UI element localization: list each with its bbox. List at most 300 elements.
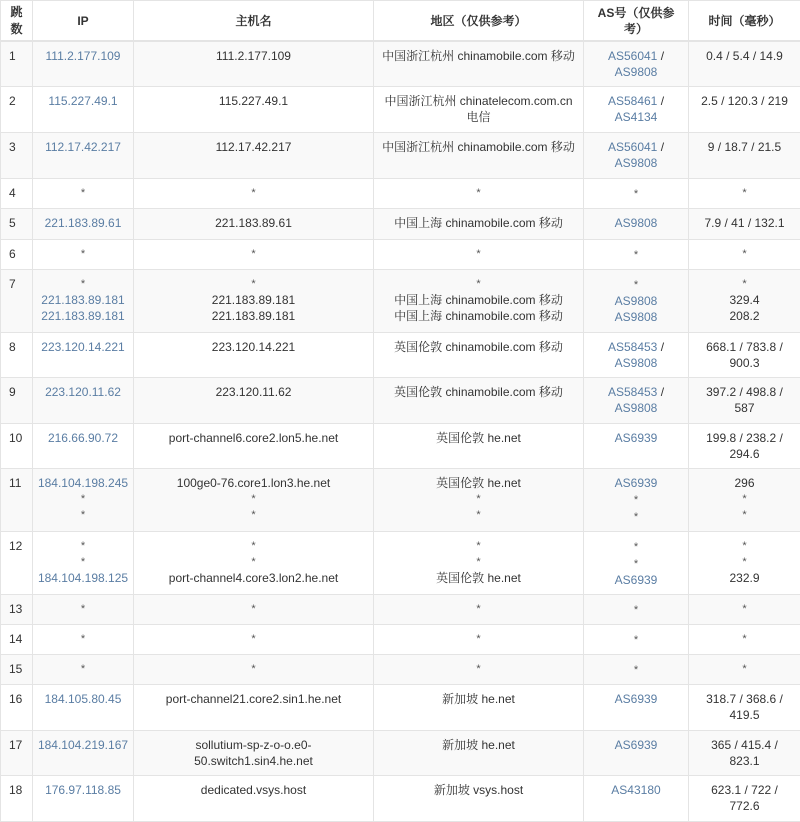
timeout-marker: *	[374, 661, 583, 677]
hostname-cell	[134, 179, 374, 209]
timeout-marker: *	[33, 246, 133, 262]
ip-link[interactable]: 176.97.118.85	[33, 782, 133, 798]
ip-link[interactable]: 184.104.198.245	[33, 475, 133, 491]
hop-number: 8	[9, 340, 16, 354]
ip-link[interactable]: 223.120.14.221	[33, 339, 133, 355]
as-line	[584, 276, 688, 293]
hop-cell	[1, 625, 33, 655]
timeout-marker: *	[33, 631, 133, 647]
hop-cell	[1, 333, 33, 378]
ip-link[interactable]: 221.183.89.181	[33, 292, 133, 308]
region-text: 中国上海 chinamobile.com 移动	[374, 215, 583, 231]
timeout-marker: *	[33, 507, 133, 523]
latency-text: 2.5 / 120.3 / 219	[689, 93, 800, 109]
time-cell	[689, 270, 800, 333]
ip-link[interactable]: 184.105.80.45	[33, 691, 133, 707]
as-line	[584, 339, 688, 355]
hostname-cell	[134, 87, 374, 133]
timeout-marker: *	[689, 601, 800, 617]
latency-text: 208.2	[689, 308, 800, 324]
hostname-cell	[134, 655, 374, 685]
timeout-marker: *	[374, 554, 583, 570]
time-cell	[689, 595, 800, 625]
timeout-marker: *	[634, 541, 638, 553]
latency-text: 668.1 / 783.8 /	[689, 339, 800, 355]
as-cell	[584, 595, 689, 625]
as-link[interactable]: AS56041	[608, 49, 657, 63]
timeout-marker: *	[134, 554, 373, 570]
as-separator: /	[657, 140, 664, 154]
hostname-cell	[134, 685, 374, 731]
region-cell	[374, 595, 584, 625]
hostname-text: 115.227.49.1	[134, 93, 373, 109]
region-cell	[374, 270, 584, 333]
region-text: 英国伦敦 he.net	[374, 430, 583, 446]
timeout-marker: *	[134, 491, 373, 507]
as-link[interactable]: AS9808	[615, 65, 658, 79]
hostname-text: 100ge0-76.core1.lon3.he.net	[134, 475, 373, 491]
ip-cell	[33, 270, 134, 333]
hostname-cell	[134, 731, 374, 776]
region-text: 新加坡 vsys.host	[374, 782, 583, 798]
timeout-marker: *	[689, 631, 800, 647]
timeout-marker: *	[634, 664, 638, 676]
timeout-marker: *	[634, 494, 638, 506]
table-row	[1, 209, 800, 240]
as-line	[584, 400, 688, 416]
timeout-marker: *	[689, 246, 800, 262]
time-cell	[689, 41, 800, 87]
latency-text: 329.4	[689, 292, 800, 308]
hostname-cell	[134, 209, 374, 240]
time-cell	[689, 731, 800, 776]
ip-link[interactable]: 184.104.219.167	[33, 737, 133, 753]
timeout-marker: *	[134, 538, 373, 554]
timeout-marker: *	[33, 661, 133, 677]
hostname-text: 112.17.42.217	[134, 139, 373, 155]
as-line	[584, 555, 688, 572]
latency-text: 318.7 / 368.6 /	[689, 691, 800, 707]
time-cell	[689, 532, 800, 595]
table-row	[1, 179, 800, 209]
timeout-marker: *	[134, 661, 373, 677]
time-cell	[689, 685, 800, 731]
latency-text: 397.2 / 498.8 /	[689, 384, 800, 400]
timeout-marker: *	[374, 507, 583, 523]
as-separator: /	[657, 385, 664, 399]
as-link[interactable]: AS56041	[608, 140, 657, 154]
timeout-marker: *	[689, 185, 800, 201]
hop-number: 10	[9, 431, 22, 445]
timeout-marker: *	[634, 604, 638, 616]
as-cell	[584, 41, 689, 87]
as-line	[584, 355, 688, 371]
region-text: 新加坡 he.net	[374, 737, 583, 753]
as-line	[584, 508, 688, 525]
time-cell	[689, 378, 800, 424]
hop-cell	[1, 270, 33, 333]
table-row	[1, 532, 800, 595]
as-cell	[584, 776, 689, 822]
as-line	[584, 48, 688, 64]
latency-text: 900.3	[689, 355, 800, 371]
region-text: 中国上海 chinamobile.com 移动	[374, 292, 583, 308]
as-cell	[584, 469, 689, 532]
as-line	[584, 538, 688, 555]
timeout-marker: *	[374, 538, 583, 554]
ip-cell	[33, 776, 134, 822]
latency-text: 365 / 415.4 /	[689, 737, 800, 753]
time-cell	[689, 655, 800, 685]
latency-text: 823.1	[689, 753, 800, 769]
hostname-cell	[134, 240, 374, 270]
time-cell	[689, 133, 800, 179]
timeout-marker: *	[689, 661, 800, 677]
table-row	[1, 776, 800, 822]
as-line	[584, 572, 688, 588]
time-cell	[689, 87, 800, 133]
hostname-cell	[134, 532, 374, 595]
hop-cell	[1, 731, 33, 776]
hostname-cell	[134, 41, 374, 87]
time-cell	[689, 240, 800, 270]
table-row	[1, 731, 800, 776]
hop-cell	[1, 209, 33, 240]
hostname-text: 50.switch1.sin4.he.net	[134, 753, 373, 769]
hop-number: 4	[9, 186, 16, 200]
timeout-marker: *	[689, 538, 800, 554]
hop-number: 3	[9, 140, 16, 154]
latency-text: 587	[689, 400, 800, 416]
region-cell	[374, 685, 584, 731]
ip-link[interactable]: 115.227.49.1	[33, 93, 133, 109]
hostname-text: dedicated.vsys.host	[134, 782, 373, 798]
as-link[interactable]: AS6939	[615, 573, 658, 587]
timeout-marker: *	[33, 554, 133, 570]
region-text: 英国伦敦 he.net	[374, 570, 583, 586]
table-row	[1, 469, 800, 532]
ip-cell	[33, 333, 134, 378]
hop-number: 16	[9, 692, 22, 706]
latency-text: 7.9 / 41 / 132.1	[689, 215, 800, 231]
hop-cell	[1, 179, 33, 209]
region-cell	[374, 731, 584, 776]
hostname-text: 223.120.14.221	[134, 339, 373, 355]
header-region: 地区（仅供参考）	[374, 1, 584, 42]
as-line	[584, 155, 688, 171]
as-cell	[584, 133, 689, 179]
timeout-marker: *	[134, 246, 373, 262]
as-line	[584, 782, 688, 798]
region-text: 电信	[374, 109, 583, 125]
region-cell	[374, 378, 584, 424]
header-hop	[1, 1, 33, 42]
as-line	[584, 109, 688, 125]
hostname-cell	[134, 776, 374, 822]
table-row	[1, 625, 800, 655]
as-link[interactable]: AS58453	[608, 340, 657, 354]
as-line	[584, 691, 688, 707]
table-row	[1, 595, 800, 625]
ip-cell	[33, 424, 134, 469]
timeout-marker: *	[374, 601, 583, 617]
as-line	[584, 631, 688, 648]
hostname-cell	[134, 625, 374, 655]
timeout-marker: *	[634, 279, 638, 291]
as-link[interactable]: AS9808	[615, 156, 658, 170]
hop-number: 7	[9, 277, 16, 291]
ip-cell	[33, 179, 134, 209]
region-cell	[374, 625, 584, 655]
header-hostname: 主机名	[134, 1, 374, 42]
hostname-text: port-channel6.core2.lon5.he.net	[134, 430, 373, 446]
hostname-text: port-channel21.core2.sin1.he.net	[134, 691, 373, 707]
timeout-marker: *	[634, 511, 638, 523]
hostname-cell	[134, 133, 374, 179]
latency-text: 294.6	[689, 446, 800, 462]
timeout-marker: *	[134, 276, 373, 292]
hop-cell	[1, 776, 33, 822]
region-text: 中国浙江杭州 chinamobile.com 移动	[374, 48, 583, 64]
region-cell	[374, 240, 584, 270]
table-row	[1, 133, 800, 179]
hostname-text: 221.183.89.61	[134, 215, 373, 231]
time-cell	[689, 209, 800, 240]
as-link[interactable]: AS58461	[608, 94, 657, 108]
region-text: 英国伦敦 chinamobile.com 移动	[374, 339, 583, 355]
as-cell	[584, 87, 689, 133]
as-link[interactable]: AS43180	[611, 783, 660, 797]
timeout-marker: *	[634, 249, 638, 261]
as-line	[584, 293, 688, 309]
table-row	[1, 685, 800, 731]
ip-cell	[33, 469, 134, 532]
region-text: 中国浙江杭州 chinamobile.com 移动	[374, 139, 583, 155]
table-row	[1, 270, 800, 333]
as-line	[584, 601, 688, 618]
timeout-marker: *	[374, 246, 583, 262]
time-cell	[689, 625, 800, 655]
table-row	[1, 333, 800, 378]
hostname-cell	[134, 270, 374, 333]
hostname-text: 221.183.89.181	[134, 308, 373, 324]
as-link[interactable]: AS58453	[608, 385, 657, 399]
hostname-text: 111.2.177.109	[134, 48, 373, 64]
table-row	[1, 41, 800, 87]
timeout-marker: *	[134, 601, 373, 617]
timeout-marker: *	[33, 601, 133, 617]
hop-cell	[1, 655, 33, 685]
latency-text: 199.8 / 238.2 /	[689, 430, 800, 446]
timeout-marker: *	[689, 554, 800, 570]
as-separator: /	[657, 340, 664, 354]
ip-cell	[33, 595, 134, 625]
as-line	[584, 64, 688, 80]
ip-cell	[33, 532, 134, 595]
as-link[interactable]: AS9808	[615, 401, 658, 415]
timeout-marker: *	[134, 631, 373, 647]
as-cell	[584, 685, 689, 731]
ip-link[interactable]: 112.17.42.217	[33, 139, 133, 155]
ip-link[interactable]: 216.66.90.72	[33, 430, 133, 446]
latency-text: 232.9	[689, 570, 800, 586]
hostname-text: port-channel4.core3.lon2.he.net	[134, 570, 373, 586]
hop-number: 14	[9, 632, 22, 646]
table-row	[1, 240, 800, 270]
as-line	[584, 139, 688, 155]
hop-cell	[1, 41, 33, 87]
header-ip: IP	[33, 1, 134, 42]
hop-cell	[1, 133, 33, 179]
time-cell	[689, 424, 800, 469]
region-cell	[374, 532, 584, 595]
ip-cell	[33, 87, 134, 133]
hop-number: 5	[9, 216, 16, 230]
as-link[interactable]: AS9808	[615, 356, 658, 370]
as-link[interactable]: AS6939	[615, 431, 658, 445]
ip-cell	[33, 655, 134, 685]
as-link[interactable]: AS9808	[615, 310, 658, 324]
timeout-marker: *	[374, 631, 583, 647]
region-text: 中国上海 chinamobile.com 移动	[374, 308, 583, 324]
hop-number: 9	[9, 385, 16, 399]
hop-cell	[1, 240, 33, 270]
as-cell	[584, 532, 689, 595]
ip-link[interactable]: 221.183.89.61	[33, 215, 133, 231]
table-body	[1, 41, 800, 822]
timeout-marker: *	[689, 507, 800, 523]
hostname-text: 221.183.89.181	[134, 292, 373, 308]
as-link[interactable]: AS4134	[615, 110, 658, 124]
timeout-marker: *	[134, 185, 373, 201]
timeout-marker: *	[374, 276, 583, 292]
ip-cell	[33, 685, 134, 731]
hop-cell	[1, 685, 33, 731]
as-cell	[584, 333, 689, 378]
region-text: 新加坡 he.net	[374, 691, 583, 707]
header-as	[584, 1, 689, 42]
table-row	[1, 655, 800, 685]
ip-cell	[33, 378, 134, 424]
as-cell	[584, 270, 689, 333]
hop-number: 11	[9, 476, 21, 490]
as-line	[584, 185, 688, 202]
time-cell	[689, 333, 800, 378]
table-row	[1, 87, 800, 133]
timeout-marker: *	[33, 538, 133, 554]
as-cell	[584, 179, 689, 209]
region-cell	[374, 333, 584, 378]
hostname-cell	[134, 333, 374, 378]
timeout-marker: *	[134, 507, 373, 523]
hop-cell	[1, 87, 33, 133]
ip-cell	[33, 133, 134, 179]
hostname-cell	[134, 424, 374, 469]
as-link[interactable]: AS6939	[615, 692, 658, 706]
hostname-text: 223.120.11.62	[134, 384, 373, 400]
timeout-marker: *	[33, 491, 133, 507]
hop-number: 2	[9, 94, 16, 108]
as-line	[584, 93, 688, 109]
ip-cell	[33, 625, 134, 655]
as-cell	[584, 731, 689, 776]
latency-text: 772.6	[689, 798, 800, 814]
as-line	[584, 215, 688, 231]
table-header-row	[1, 1, 800, 42]
ip-cell	[33, 240, 134, 270]
header-as-label: AS号（仅供参考）	[590, 5, 682, 37]
hostname-cell	[134, 595, 374, 625]
ip-cell	[33, 209, 134, 240]
region-cell	[374, 469, 584, 532]
as-cell	[584, 209, 689, 240]
hop-cell	[1, 424, 33, 469]
region-cell	[374, 209, 584, 240]
timeout-marker: *	[33, 185, 133, 201]
hop-number: 17	[9, 738, 22, 752]
timeout-marker: *	[33, 276, 133, 292]
timeout-marker: *	[634, 188, 638, 200]
as-cell	[584, 378, 689, 424]
as-link[interactable]: AS6939	[615, 476, 658, 490]
hop-number: 6	[9, 247, 16, 261]
latency-text: 0.4 / 5.4 / 14.9	[689, 48, 800, 64]
as-cell	[584, 240, 689, 270]
region-cell	[374, 133, 584, 179]
ip-link[interactable]: 184.104.198.125	[33, 570, 133, 586]
region-cell	[374, 655, 584, 685]
latency-text: 419.5	[689, 707, 800, 723]
ip-link[interactable]: 221.183.89.181	[33, 308, 133, 324]
hostname-cell	[134, 469, 374, 532]
as-cell	[584, 655, 689, 685]
ip-link[interactable]: 223.120.11.62	[33, 384, 133, 400]
ip-link[interactable]: 111.2.177.109	[33, 48, 133, 64]
as-link[interactable]: AS6939	[615, 738, 658, 752]
timeout-marker: *	[689, 276, 800, 292]
as-line	[584, 430, 688, 446]
timeout-marker: *	[374, 491, 583, 507]
as-line	[584, 246, 688, 263]
hostname-text: sollutium-sp-z-o-o.e0-	[134, 737, 373, 753]
as-line	[584, 661, 688, 678]
region-text: 英国伦敦 chinamobile.com 移动	[374, 384, 583, 400]
as-line	[584, 491, 688, 508]
as-link[interactable]: AS9808	[615, 294, 658, 308]
region-text: 英国伦敦 he.net	[374, 475, 583, 491]
as-separator: /	[657, 49, 664, 63]
as-link[interactable]: AS9808	[615, 216, 658, 230]
ip-cell	[33, 731, 134, 776]
latency-text: 296	[689, 475, 800, 491]
hop-cell	[1, 469, 33, 532]
timeout-marker: *	[634, 634, 638, 646]
hop-number: 15	[9, 662, 22, 676]
hop-number: 13	[9, 602, 22, 616]
as-line	[584, 309, 688, 325]
as-separator: /	[657, 94, 664, 108]
table-row	[1, 378, 800, 424]
as-line	[584, 737, 688, 753]
time-cell	[689, 179, 800, 209]
header-time: 时间（毫秒）	[689, 1, 800, 42]
time-cell	[689, 776, 800, 822]
as-cell	[584, 625, 689, 655]
hostname-cell	[134, 378, 374, 424]
timeout-marker: *	[689, 491, 800, 507]
hop-number: 18	[9, 783, 22, 797]
timeout-marker: *	[374, 185, 583, 201]
